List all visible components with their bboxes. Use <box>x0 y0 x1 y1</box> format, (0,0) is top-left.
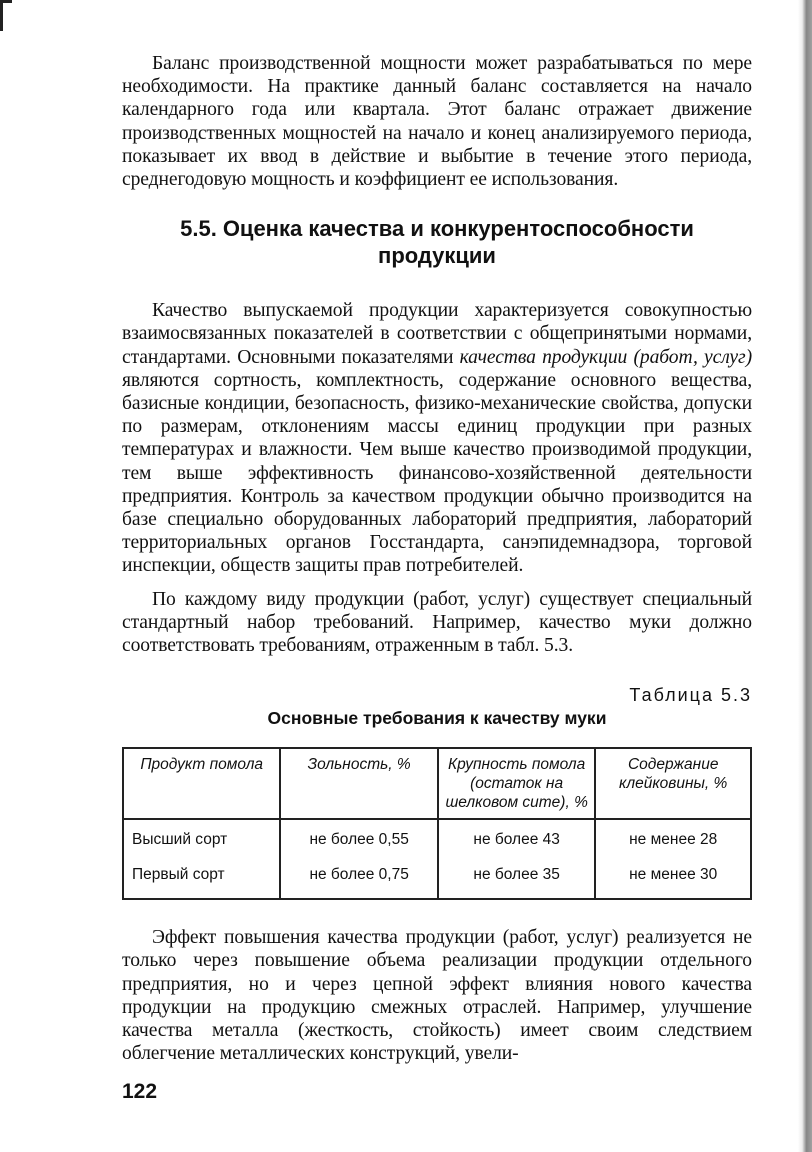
section-number: 5.5. <box>180 216 217 242</box>
table-row <box>123 849 751 899</box>
header-product: Продукт помола <box>123 748 280 819</box>
table-caption: Таблица 5.3 <box>629 685 752 706</box>
scan-edge-shadow <box>798 0 812 1152</box>
table-cell: не менее 30 <box>595 849 751 899</box>
section-heading <box>122 215 752 269</box>
quality-paragraph-part1: Качество выпускаемой продукции характеризуется совокупностью взаимосвязанных показателей в соответствии с общепринятыми нормами, стандартами. Основными показателями <box>122 300 752 368</box>
header-ash: Зольность, % <box>280 748 438 819</box>
table-cell: Высший сорт <box>123 819 280 849</box>
page-number: 122 <box>122 1080 158 1103</box>
section-title: Оценка качества и конкурентоспособности продукции <box>222 216 694 269</box>
table-cell: не более 0,75 <box>280 849 438 899</box>
quality-paragraph-emphasis: качества продукции (работ, услуг) <box>459 346 753 368</box>
table-cell: не более 35 <box>438 849 595 899</box>
table-cell: Первый сорт <box>123 849 280 899</box>
table-title: Основные требования к качеству муки <box>267 708 607 729</box>
table-cell: не более 0,55 <box>280 819 438 849</box>
header-gluten: Содержание клейковины, % <box>595 748 751 819</box>
quality-paragraph <box>122 299 752 577</box>
table-cell: не более 43 <box>438 819 595 849</box>
header-grind-size: Крупность помола (остаток на шелковом сите), % <box>438 748 595 819</box>
quality-paragraph-part2: являются сортность, комплектность, содержание основного вещества, базисные кондиции, безопасность, физико-механические свойства, допуски по размерам, отклонениям массы единиц продукции при разных температурах и влажности. Чем выше качество производимой продукции, тем выше эффективность финансово-хозяйственной деятельности предприятия. Контроль за качеством продукции обычно производится на базе специально оборудованных лабораторий предприятия, лабораторий территориальных органов Госстандарта, санэпидемнадзора, торговой инспекции, обществ защиты прав потребителей. <box>122 369 752 577</box>
effect-paragraph: Эффект повышения качества продукции (работ, услуг) реализуется не только через повышение объема реализации продукции отдельного предприятия, но и через цепной эффект влияния нового качества продукции на продукцию смежных отраслей. Например, улучшение качества металла (жесткость, стойкость) имеет своим следствием облегчение металлических конструкций, увели- <box>122 927 752 1065</box>
intro-paragraph: Баланс производственной мощности может разрабатываться по мере необходимости. На практике данный баланс составляется на начало календарного года или квартала. Этот баланс отражает движение производственных мощностей на начало и конец анализируемого периода, показывает их ввод в действие и выбытие в течение этого периода, среднегодовую мощность и коэффициент ее использования. <box>122 53 752 191</box>
flour-requirements-table <box>122 747 752 900</box>
table-row <box>123 819 751 849</box>
scan-corner-mark <box>0 0 12 31</box>
book-page <box>122 52 752 1065</box>
requirements-paragraph: По каждому виду продукции (работ, услуг) существует специальный стандартный набор требований. Например, качество муки должно соответствовать требованиям, отраженным в табл. 5.3. <box>122 588 752 657</box>
table-cell: не менее 28 <box>595 819 751 849</box>
table-header-row <box>123 748 751 819</box>
